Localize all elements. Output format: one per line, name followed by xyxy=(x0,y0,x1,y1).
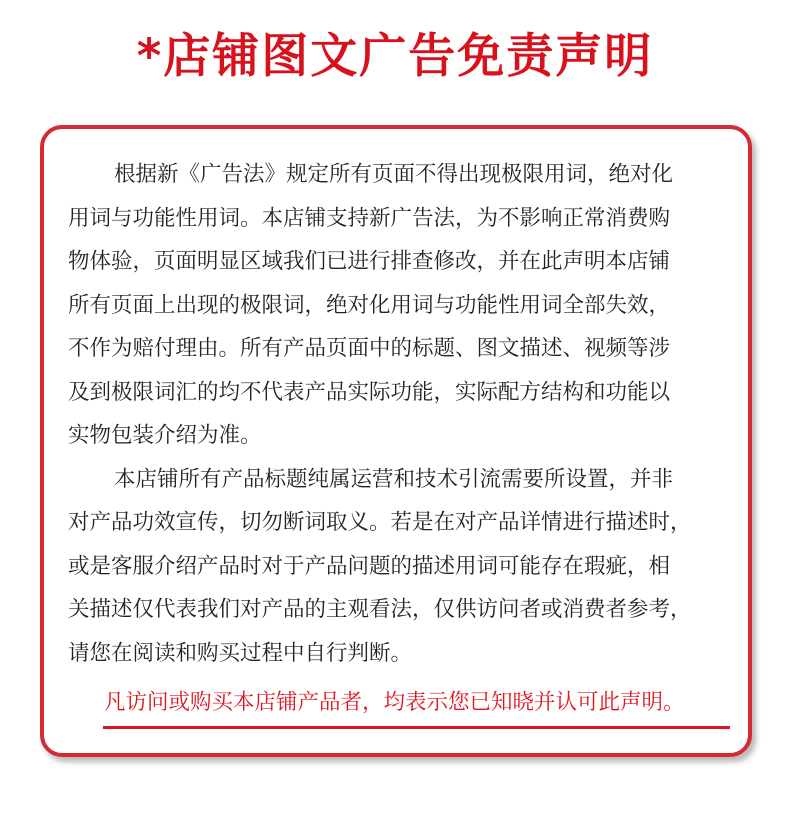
line: 关描述仅代表我们对产品的主观看法，仅供访问者或消费者参考， xyxy=(68,597,692,622)
disclaimer-body xyxy=(68,153,736,675)
line: 不作为赔付理由。所有产品页面中的标题、图文描述、视频等涉 xyxy=(68,336,671,361)
paragraph-2 xyxy=(68,458,736,676)
line: 或是客服介绍产品时对于产品问题的描述用词可能存在瑕疵，相 xyxy=(68,553,671,579)
acceptance-notice: 凡访问或购买本店铺产品者，均表示您已知晓并认可此声明。 xyxy=(104,690,685,715)
line: 用词与功能性用词。本店铺支持新广告法，为不影响正常消费购 xyxy=(68,205,671,231)
notice-underline xyxy=(103,726,730,729)
line: 物体验，页面明显区域我们已进行排查修改，并在此声明本店铺 xyxy=(68,249,671,274)
line: 根据新《广告法》规定所有页面不得出现极限用词，绝对化 xyxy=(114,162,674,187)
line: 请您在阅读和购买过程中自行判断。 xyxy=(68,640,413,666)
line: 本店铺所有产品标题纯属运营和技术引流需要所设置，并非 xyxy=(114,466,674,492)
line: 对产品功效宣传，切勿断词取义。若是在对产品详情进行描述时， xyxy=(68,510,692,535)
disclaimer-box xyxy=(40,125,752,757)
line: 及到极限词汇的均不代表产品实际功能，实际配方结构和功能以 xyxy=(68,379,671,405)
line: 所有页面上出现的极限词，绝对化用词与功能性用词全部失效， xyxy=(68,292,671,318)
page-title: *店铺图文广告免责声明 xyxy=(136,29,654,84)
line: 实物包装介绍为准。 xyxy=(68,423,262,448)
paragraph-1 xyxy=(68,153,736,458)
